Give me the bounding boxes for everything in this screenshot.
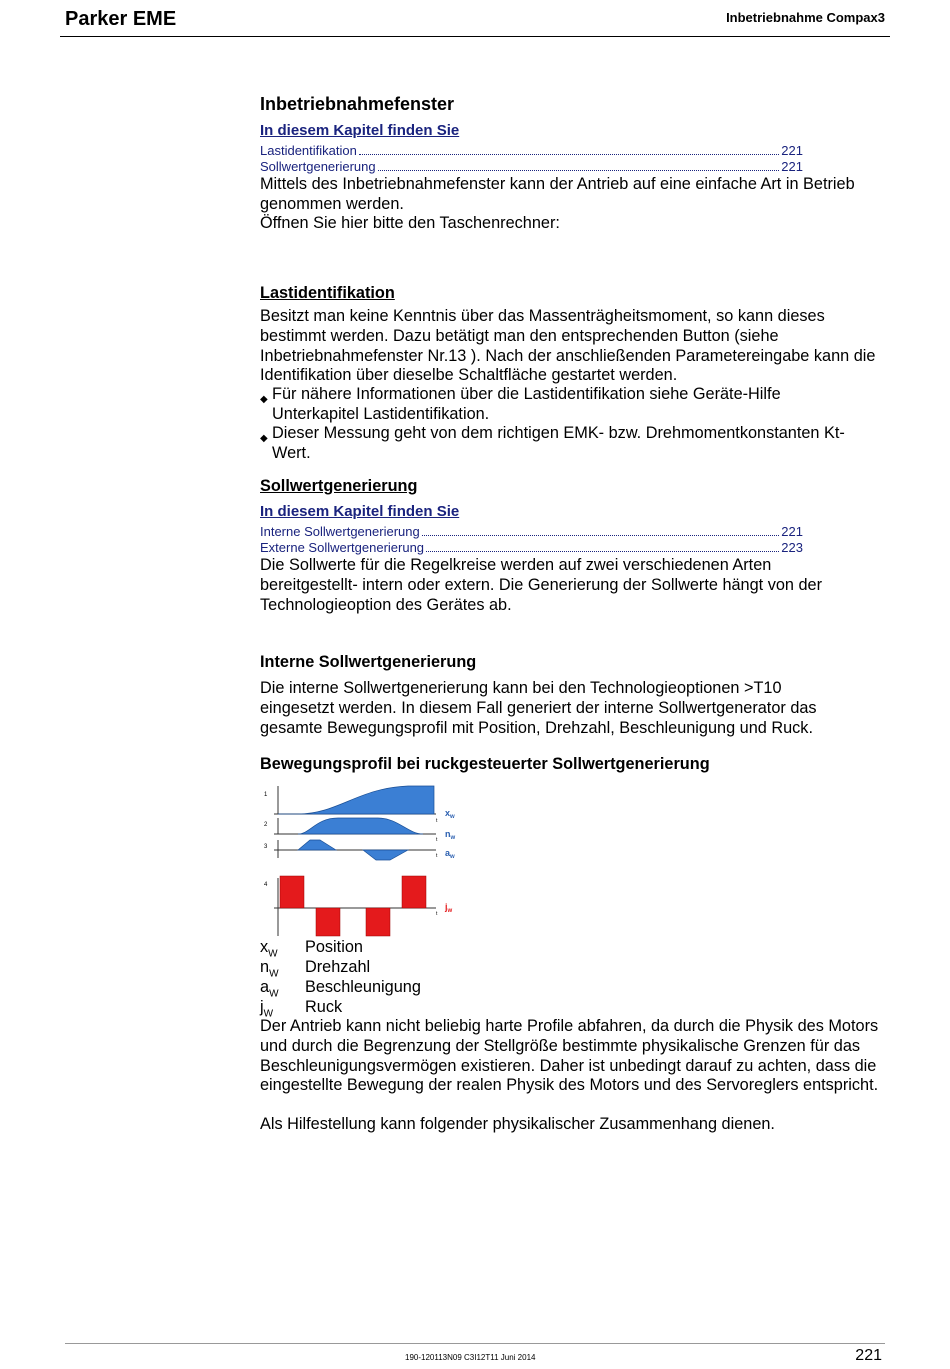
document-number: 190-120113N09 C3I12T11 Juni 2014 [405, 1353, 536, 1362]
row-number: 1 [264, 792, 268, 798]
toc-heading[interactable]: In diesem Kapitel finden Sie [260, 503, 460, 520]
motion-profile-diagram [258, 780, 463, 938]
toc-entry-sollwertgenerierung[interactable] [260, 158, 803, 174]
curve-label-aw: $a_w$ [445, 848, 455, 860]
brand-name: Parker EME [65, 8, 177, 30]
row-number: 4 [264, 882, 268, 888]
acceleration-negative [363, 850, 408, 860]
row-number: 3 [264, 844, 268, 850]
toc-heading[interactable]: In diesem Kapitel finden Sie [260, 122, 460, 139]
diamond-bullet-icon: ◆ [260, 433, 268, 444]
profil-paragraph: Der Antrieb kann nicht beliebig harte Profile abfahren, da durch die Physik des Motors und durch die Begrenzung der Stellgröße bestimmte physikalische Grenzen für das Beschleunigungsvermögen existieren. Daher ist unbedingt darauf zu achten, dass die eingestellte Bewegung der realen Physik des Motors und des Servoreglers entspricht. [260, 1017, 879, 1095]
toc-entry-label: Interne Sollwertgenerierung [260, 524, 420, 539]
bullet-text: Für nähere Informationen über die Lastidentifikation siehe Geräte-Hilfe Unterkapitel Lastidentifikation. [272, 385, 781, 423]
toc-entry-externe[interactable] [260, 539, 803, 555]
curve-label-xw: $x_w$ [445, 808, 455, 820]
toc-entry-page: 221 [781, 524, 803, 539]
heading-sollwertgenerierung: Sollwertgenerierung [260, 477, 418, 495]
toc-leader [426, 551, 779, 552]
document-title: Inbetriebnahme Compax3 [726, 10, 885, 25]
footer-rule [65, 1343, 885, 1344]
toc-entry-interne[interactable] [260, 523, 803, 539]
position-curve [278, 786, 434, 814]
section-title: Inbetriebnahmefenster [260, 94, 455, 114]
page-number: 221 [855, 1347, 882, 1364]
toc-leader [359, 154, 779, 155]
jerk-pulse [316, 908, 340, 936]
header-rule [60, 36, 890, 37]
symbol-label: Beschleunigung [305, 978, 421, 996]
time-axis-label: t [436, 818, 438, 824]
toc-entry-lastidentifikation[interactable] [260, 142, 803, 158]
velocity-curve [298, 818, 423, 834]
symbol-label: Drehzahl [305, 958, 371, 976]
toc-entry-page: 221 [781, 159, 803, 174]
profil-closing-note: Als Hilfestellung kann folgender physikalischer Zusammenhang dienen. [260, 1115, 775, 1133]
acceleration-positive [298, 840, 336, 850]
toc-leader [422, 535, 780, 536]
jerk-pulse [366, 908, 390, 936]
heading-bewegungsprofil: Bewegungsprofil bei ruckgesteuerter Sollwertgenerierung [260, 755, 710, 773]
toc-entry-label: Lastidentifikation [260, 143, 357, 158]
intro-paragraph: Mittels des Inbetriebnahmefenster kann der Antrieb auf eine einfache Art in Betrieb genommen werden. [260, 175, 855, 213]
toc-entry-page: 223 [781, 540, 803, 555]
diamond-bullet-icon: ◆ [260, 394, 268, 405]
jerk-pulse [402, 876, 426, 908]
toc-leader [378, 170, 780, 171]
time-axis-label: t [436, 837, 438, 843]
symbol-nw: $n_W$ [260, 958, 279, 980]
symbol-aw: $a_W$ [260, 978, 279, 1000]
intern-paragraph: Die interne Sollwertgenerierung kann bei den Technologieoptionen >T10 eingesetzt werden. In diesem Fall generiert der interne Sollwertgenerator das gesamte Bewegungsprofil mit Position, Drehzahl, Beschleunigung und Ruck. [260, 679, 817, 737]
curve-label-nw: $n_w$ [445, 829, 456, 841]
heading-interne-sollwertgenerierung: Interne Sollwertgenerierung [260, 653, 477, 671]
toc-entry-label: Sollwertgenerierung [260, 159, 376, 174]
bullet-text: Dieser Messung geht von dem richtigen EMK- bzw. Drehmomentkonstanten Kt-Wert. [272, 424, 845, 462]
intro-calculator-note: Öffnen Sie hier bitte den Taschenrechner: [260, 214, 560, 232]
symbol-label: Position [305, 938, 363, 956]
curve-label-jw: $j_w$ [445, 902, 453, 914]
lastidentifikation-paragraph: Besitzt man keine Kenntnis über das Massenträgheitsmoment, so kann dieses bestimmt werden. Dazu betätigt man den entsprechenden Button (siehe Inbetriebnahmefenster Nr.13 ). Nach der anschließenden Parametereingabe kann die Identifikation über dieselbe Schaltfläche gestartet werden. [260, 307, 876, 385]
symbol-jw: $j_W$ [260, 998, 274, 1020]
time-axis-label: t [436, 853, 438, 859]
bullet-item [260, 385, 860, 425]
jerk-pulse [280, 876, 304, 908]
sollwert-paragraph: Die Sollwerte für die Regelkreise werden auf zwei verschiedenen Arten bereitgestellt- intern oder extern. Die Generierung der Sollwerte hängt von der Technologieoption des Gerätes ab. [260, 556, 823, 614]
row-number: 2 [264, 822, 268, 828]
bullet-item [260, 424, 860, 464]
symbol-xw: $x_W$ [260, 938, 278, 960]
heading-lastidentifikation: Lastidentifikation [260, 284, 395, 302]
toc-entry-label: Externe Sollwertgenerierung [260, 540, 425, 555]
symbol-label: Ruck [305, 998, 343, 1016]
time-axis-label: t [436, 911, 438, 917]
toc-entry-page: 221 [781, 143, 803, 158]
